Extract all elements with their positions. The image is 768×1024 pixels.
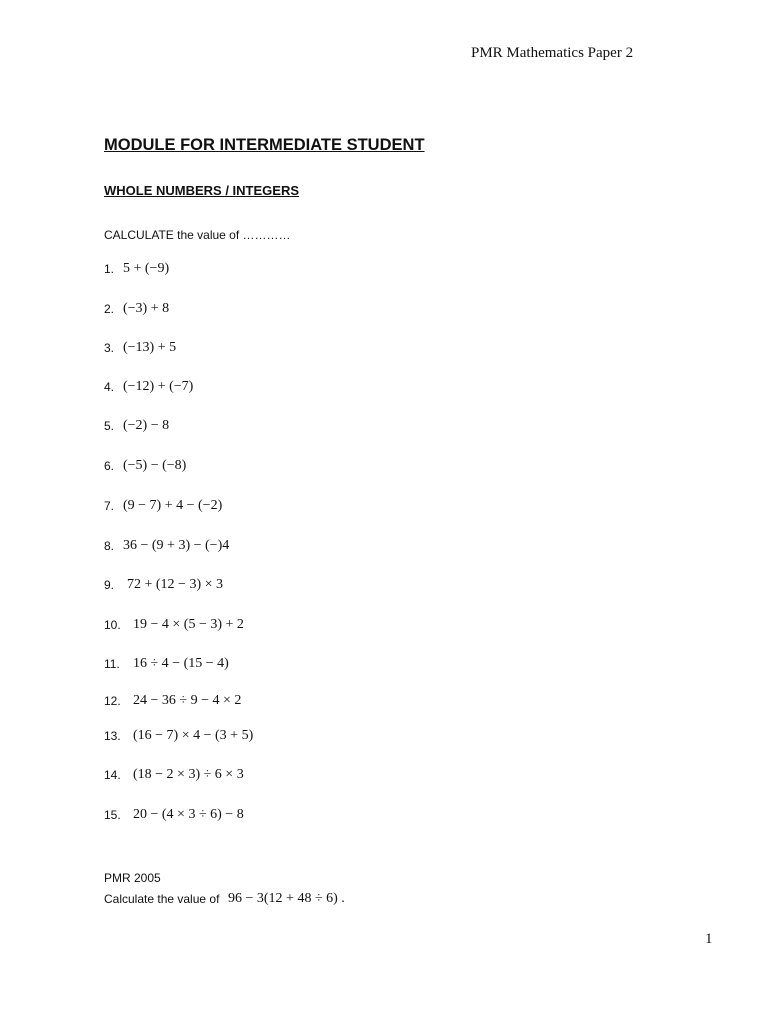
section-title: WHOLE NUMBERS / INTEGERS <box>104 183 300 198</box>
question-expression: 72 + (12 − 3) × 3 <box>127 577 224 592</box>
question-number: 3. <box>104 341 115 355</box>
question-number: 5. <box>104 419 115 433</box>
question-expression: 16 ÷ 4 − (15 − 4) <box>133 656 229 671</box>
question-expression: (16 − 7) × 4 − (3 + 5) <box>133 728 254 743</box>
page-title: MODULE FOR INTERMEDIATE STUDENT <box>104 136 425 154</box>
question-expression: (−5) − (−8) <box>123 458 187 473</box>
question-number: 12. <box>104 694 121 708</box>
question-expression: (−12) + (−7) <box>123 379 194 394</box>
exam-prompt: Calculate the value of <box>104 892 220 906</box>
question-number: 6. <box>104 459 115 473</box>
question-expression: 36 − (9 + 3) − (−)4 <box>123 538 230 553</box>
question-expression: 20 − (4 × 3 ÷ 6) − 8 <box>133 807 244 822</box>
exam-expression: 96 − 3(12 + 48 ÷ 6) . <box>228 891 345 906</box>
exam-source: PMR 2005 <box>104 871 161 885</box>
page-number: 1 <box>705 931 713 947</box>
question-number: 11. <box>104 657 120 671</box>
question-expression: (−13) + 5 <box>123 340 177 355</box>
question-expression: (−2) − 8 <box>123 418 170 433</box>
question-number: 7. <box>104 499 115 513</box>
question-number: 4. <box>104 380 115 394</box>
question-expression: 19 − 4 × (5 − 3) + 2 <box>133 617 244 632</box>
running-header: PMR Mathematics Paper 2 <box>471 45 634 61</box>
question-number: 9. <box>104 578 115 592</box>
question-number: 8. <box>104 539 115 553</box>
question-number: 2. <box>104 302 115 316</box>
question-number: 15. <box>104 808 121 822</box>
question-expression: 5 + (−9) <box>123 261 170 276</box>
question-number: 14. <box>104 768 121 782</box>
question-expression: (9 − 7) + 4 − (−2) <box>123 498 223 513</box>
question-expression: 24 − 36 ÷ 9 − 4 × 2 <box>133 693 242 708</box>
question-number: 1. <box>104 262 115 276</box>
question-number: 10. <box>104 618 121 632</box>
question-expression: (−3) + 8 <box>123 301 170 316</box>
question-expression: (18 − 2 × 3) ÷ 6 × 3 <box>133 767 244 782</box>
question-number: 13. <box>104 729 121 743</box>
instruction-text: CALCULATE the value of ………… <box>104 228 291 242</box>
